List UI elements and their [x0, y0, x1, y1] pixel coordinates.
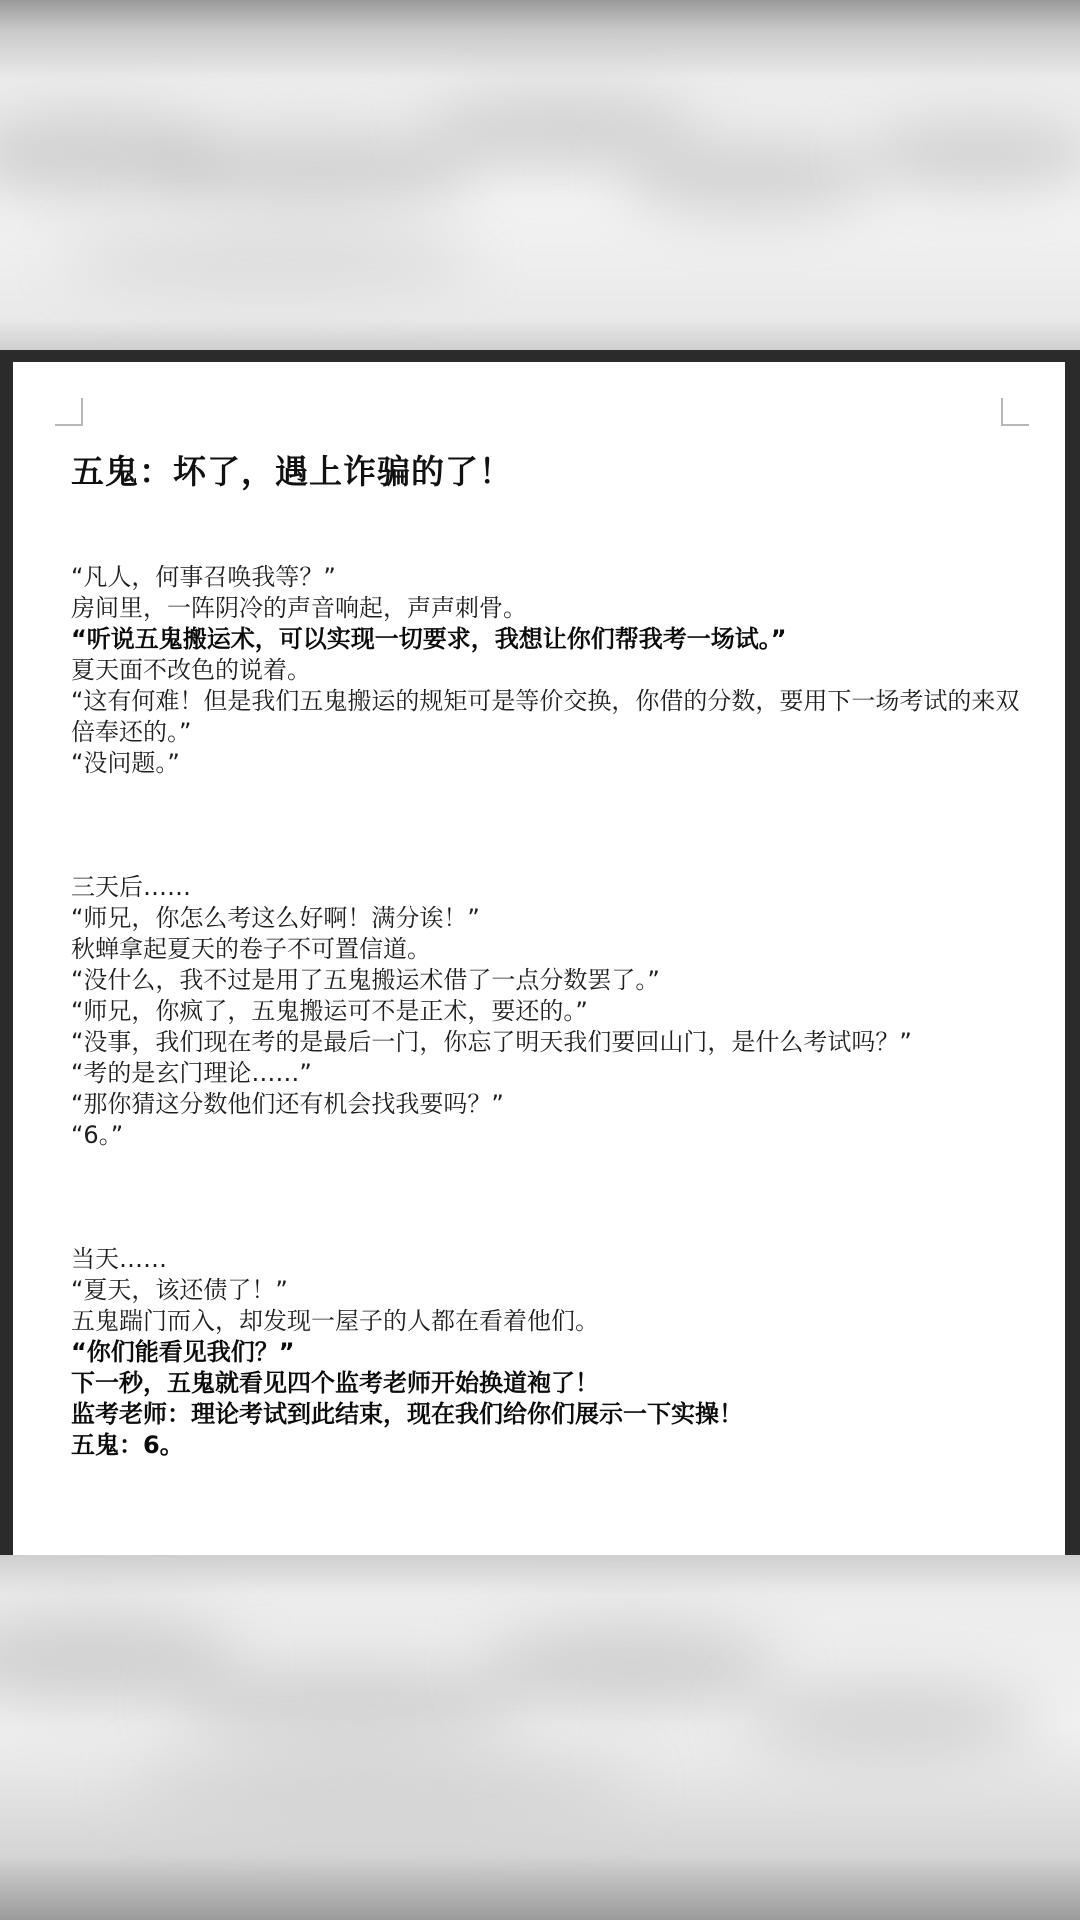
paragraph-line: 秋蝉拿起夏天的卷子不可置信道。 — [71, 935, 431, 963]
document-body — [71, 562, 1031, 1461]
section-gap — [71, 779, 1031, 872]
paragraph-line: 五鬼踹门而入，却发现一屋子的人都在看着他们。 — [71, 1307, 599, 1335]
section-gap — [71, 1151, 1031, 1244]
blurred-background-bottom — [0, 1555, 1080, 1920]
paragraph-line: 五鬼：6。 — [71, 1431, 184, 1459]
document-title: 五鬼：坏了，遇上诈骗的了！ — [71, 452, 513, 491]
paragraph-line: “6。” — [71, 1121, 124, 1149]
paragraph-line: “听说五鬼搬运术，可以实现一切要求，我想让你们帮我考一场试。” — [71, 625, 787, 653]
section-2 — [71, 872, 1031, 1151]
paragraph-line: “你们能看见我们？” — [71, 1338, 295, 1366]
paragraph-line: 当天…… — [71, 1245, 167, 1273]
paragraph-line: “师兄，你怎么考这么好啊！满分诶！” — [71, 904, 480, 932]
section-3 — [71, 1244, 1031, 1461]
paragraph-line: “没事，我们现在考的是最后一门，你忘了明天我们要回山门，是什么考试吗？” — [71, 1028, 912, 1056]
paragraph-line: “没问题。” — [71, 749, 180, 777]
blurred-background-top — [0, 0, 1080, 350]
paragraph-line: “没什么，我不过是用了五鬼搬运术借了一点分数罢了。” — [71, 966, 660, 994]
section-1 — [71, 562, 1031, 779]
paragraph-line: 夏天面不改色的说着。 — [71, 656, 311, 684]
paragraph-line: “这有何难！但是我们五鬼搬运的规矩可是等价交换，你借的分数，要用下一场考试的来双倍奉还的。” — [71, 687, 1020, 746]
paragraph-line: 下一秒，五鬼就看见四个监考老师开始换道袍了！ — [71, 1369, 599, 1397]
document-page — [13, 362, 1065, 1556]
paragraph-line: “那你猜这分数他们还有机会找我要吗？” — [71, 1090, 504, 1118]
paragraph-line: “考的是玄门理论……” — [71, 1059, 312, 1087]
document-frame — [0, 350, 1080, 1570]
page-corner-mark-left — [55, 398, 83, 426]
paragraph-line: “夏天，该还债了！” — [71, 1276, 288, 1304]
paragraph-line: 房间里，一阵阴冷的声音响起，声声刺骨。 — [71, 594, 527, 622]
paragraph-line: 三天后…… — [71, 873, 191, 901]
paragraph-line: 监考老师：理论考试到此结束，现在我们给你们展示一下实操！ — [71, 1400, 743, 1428]
page-corner-mark-right — [1001, 398, 1029, 426]
paragraph-line: “凡人，何事召唤我等？” — [71, 563, 336, 591]
paragraph-line: “师兄，你疯了，五鬼搬运可不是正术，要还的。” — [71, 997, 588, 1025]
